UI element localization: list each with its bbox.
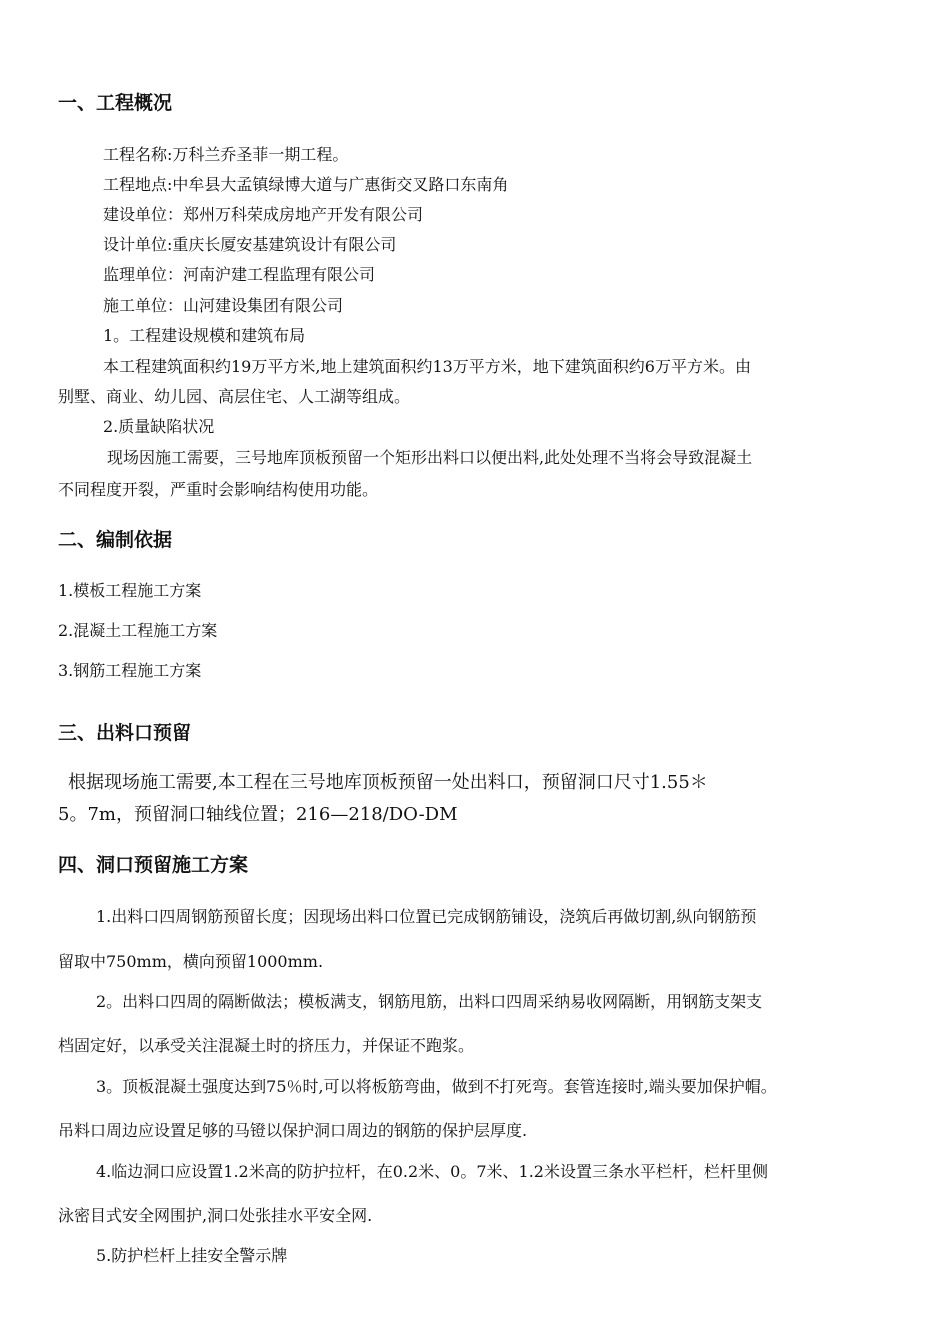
basis-item-2: 2.混凝土工程施工方案	[58, 621, 218, 640]
design-unit: 设计单位:重庆长厦安基建筑设计有限公司	[103, 235, 397, 254]
section-1-heading: 一、工程概况	[58, 92, 173, 114]
section-3-heading: 三、出料口预留	[58, 722, 192, 744]
plan-item-4-line-1: 4.临边洞口应设置1.2米高的防护拉杆，在0.2米、0。7米、1.2米设置三条水平栏杆，栏杆里侧	[96, 1162, 768, 1181]
scale-text-line-2: 别墅、商业、幼儿园、高层住宅、人工湖等组成。	[58, 387, 411, 406]
scale-text-line-1: 本工程建筑面积约19万平方米,地上建筑面积约13万平方米，地下建筑面积约6万平方米。由	[103, 357, 751, 376]
basis-item-3: 3.钢筋工程施工方案	[58, 661, 202, 680]
outlet-text-line-2: 5。7m，预留洞口轴线位置；216—218/DO-DM	[58, 804, 458, 825]
basis-item-1: 1.模板工程施工方案	[58, 581, 202, 600]
defect-text-line-2: 不同程度开裂，严重时会影响结构使用功能。	[58, 480, 379, 499]
plan-item-2-line-2: 档固定好，以承受关注混凝土时的挤压力，并保证不跑浆。	[58, 1036, 475, 1055]
contractor-unit: 施工单位：山河建设集团有限公司	[103, 296, 344, 315]
defect-text-line-1: 现场因施工需要，三号地库顶板预留一个矩形出料口以便出料,此处处理不当将会导致混凝土	[107, 448, 753, 467]
subsection-2-title: 2.质量缺陷状况	[103, 417, 215, 436]
plan-item-1-line-1: 1.出料口四周钢筋预留长度；因现场出料口位置已完成钢筋铺设，浇筑后再做切割,纵向钢筋预	[96, 907, 757, 926]
project-name: 工程名称:万科兰乔圣菲一期工程。	[103, 145, 349, 164]
plan-item-4-line-2: 泳密目式安全网围护,洞口处张挂水平安全网.	[58, 1206, 373, 1225]
section-4-heading: 四、洞口预留施工方案	[58, 854, 249, 876]
plan-item-2-line-1: 2。出料口四周的隔断做法；模板满支，钢筋甩筋，出料口四周采纳易收网隔断，用钢筋支架支	[96, 992, 763, 1011]
plan-item-3-line-1: 3。顶板混凝土强度达到75％时,可以将板筋弯曲，做到不打死弯。套管连接时,端头要加保护帽。	[96, 1077, 777, 1096]
supervision-unit: 监理单位：河南沪建工程监理有限公司	[103, 265, 376, 284]
plan-item-1-line-2: 留取中750mm，横向预留1000mm.	[58, 952, 324, 971]
section-2-heading: 二、编制依据	[58, 529, 173, 551]
plan-item-3-line-2: 吊料口周边应设置足够的马镫以保护洞口周边的钢筋的保护层厚度.	[58, 1121, 528, 1140]
project-location: 工程地点:中牟县大孟镇绿博大道与广惠街交叉路口东南角	[103, 175, 509, 194]
construction-unit: 建设单位：郑州万科荣成房地产开发有限公司	[103, 205, 424, 224]
plan-item-5-line-1: 5.防护栏杆上挂安全警示牌	[96, 1246, 288, 1265]
subsection-1-title: 1。工程建设规模和建筑布局	[103, 326, 306, 345]
outlet-text-line-1: 根据现场施工需要,本工程在三号地库顶板预留一处出料口，预留洞口尺寸1.55＊	[68, 772, 708, 793]
